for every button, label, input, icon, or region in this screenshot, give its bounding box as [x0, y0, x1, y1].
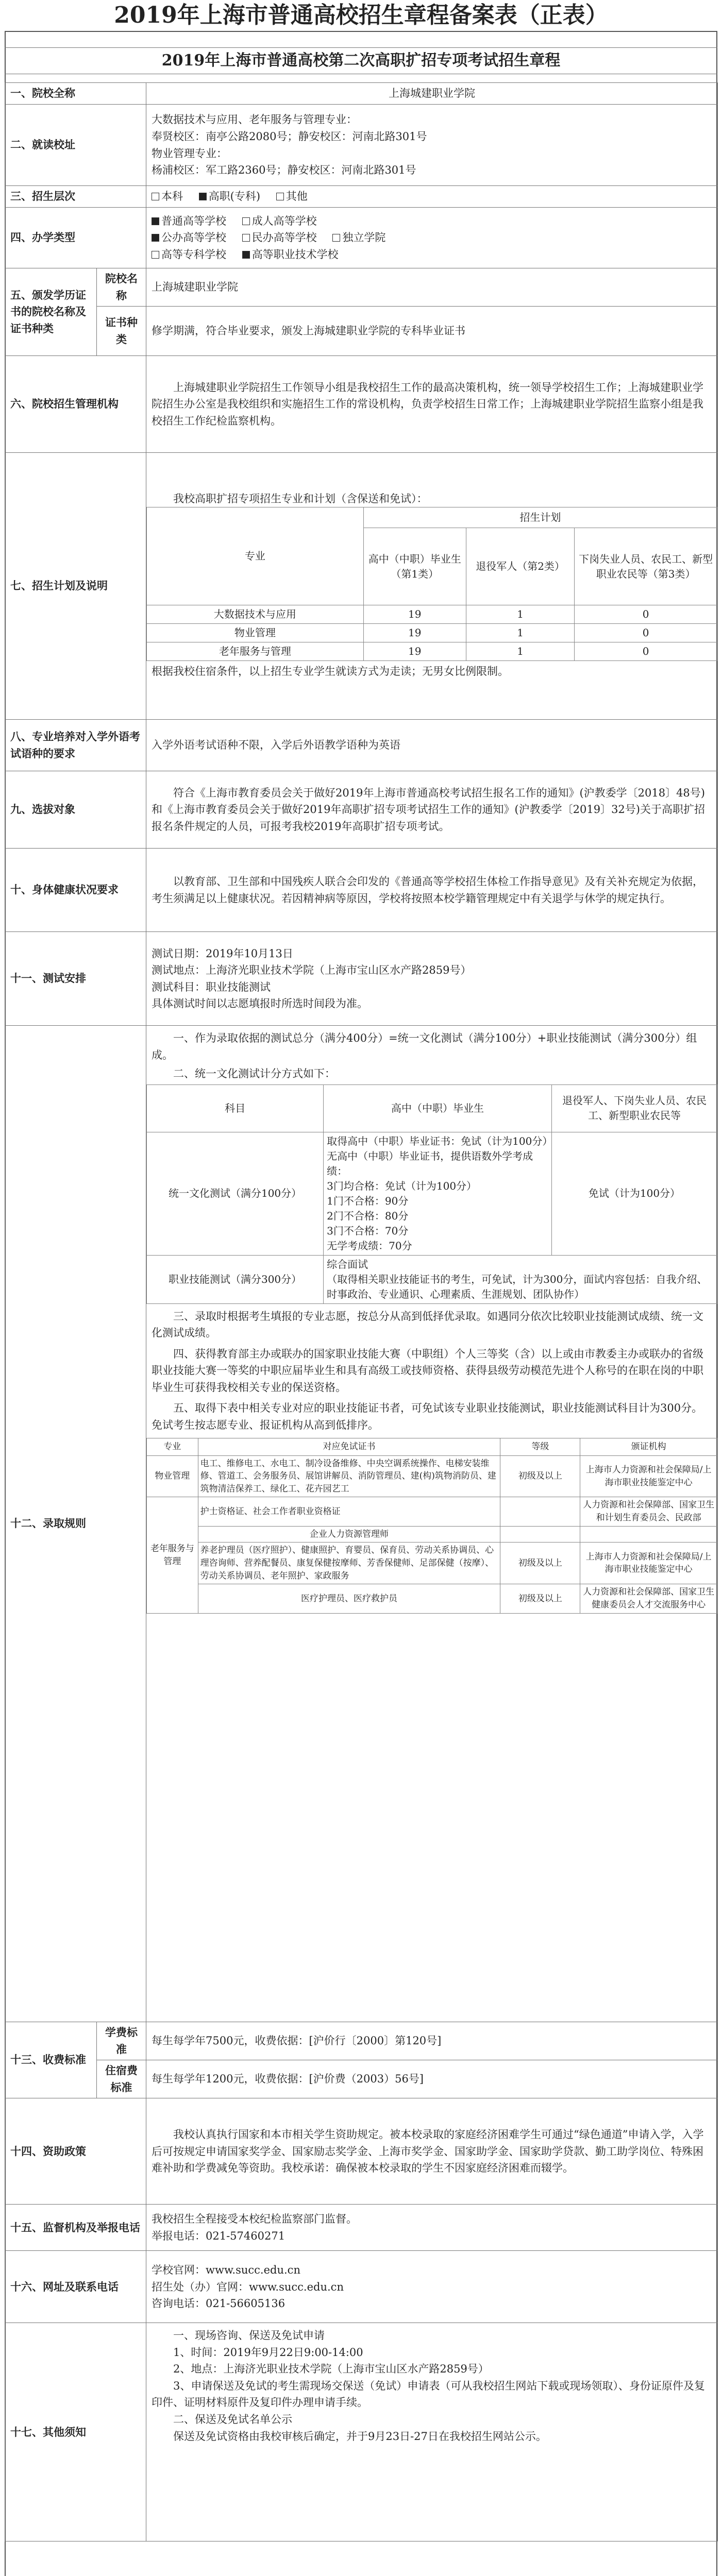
- label-fees: 十三、收费标准: [5, 2022, 97, 2098]
- plan-header-major: 专业: [147, 507, 364, 605]
- charter-table: [5, 82, 718, 2541]
- test-subject: 测试科目：职业技能测试: [152, 980, 271, 993]
- label-issuance: 五、颁发学历证书的院校名称及证书种类: [5, 268, 97, 356]
- value-school-type: [146, 208, 718, 268]
- admission-website-link[interactable]: 招生处（办）官网：www.succ.edu.cn: [152, 2280, 344, 2293]
- rules-p5: 五、取得下表中相关专业对应的职业技能证书者，可免试该专业职业技能测试，职业技能测试科目计为300分。免试考生按志愿专业、报证机构从高到低排序。: [152, 1402, 703, 1432]
- row-language: [5, 720, 718, 771]
- value-rules: [146, 1026, 718, 2022]
- row-school-name: [5, 83, 718, 105]
- label-target: 九、选拔对象: [5, 771, 146, 849]
- plan-table: [146, 507, 717, 661]
- label-other: 十七、其他须知: [5, 2323, 146, 2541]
- checkbox-empty-icon: [242, 234, 250, 242]
- label-enrollment-plan: 七、招生计划及说明: [5, 453, 146, 720]
- value-monitor: 我校招生全程接受本校纪检监察部门监督。 举报电话：021-57460271: [146, 2205, 718, 2251]
- value-school-name: 上海城建职业学院: [146, 83, 718, 105]
- type-row: [152, 229, 712, 246]
- report-phone: 举报电话：021-57460271: [152, 2229, 286, 2242]
- row-contact: [5, 2251, 718, 2323]
- label-tuition: 学费标准: [97, 2022, 146, 2060]
- value-issuance-cert: 修学期满，符合毕业要求，颁发上海城建职业学院的专科毕业证书: [146, 307, 718, 356]
- cert-row: 物业管理 电工、维修电工、水电工、制冷设备维修、中央空调系统操作、电梯安装维修、管道工、会务服务员、展馆讲解员、消防管理员、建(构)筑物消防员、建筑物清洁保养工、绿化工、花卉园艺工 初级及以上 上海市人力资源和社会保障局/上海市职业技能鉴定中心: [147, 1455, 717, 1497]
- label-lodging: 住宿费标准: [97, 2060, 146, 2098]
- label-school-name: 一、院校全称: [5, 83, 146, 105]
- label-aid: 十四、资助政策: [5, 2098, 146, 2205]
- value-language: 入学外语考试语种不限，入学后外语教学语种为英语: [146, 720, 718, 771]
- score-culture-graduates: 取得高中（中职）毕业证书：免试（计为100分） 无高中（中职）毕业证书，提供语数外学考成绩： 3门均合格：免试（计为100分） 1门不合格：90分 2门不合格：80分 3门不合格：70分 无学考成绩：70分: [324, 1132, 552, 1255]
- label-health: 十、身体健康状况要求: [5, 849, 146, 932]
- plan-row: 老年服务与管理 19 1 0: [147, 642, 717, 661]
- rules-p3: 三、录取时根据考生填报的专业志愿，按总分从高到低择优录取。如遇同分依次比较职业技能测试成绩、统一文化测试成绩。: [152, 1310, 703, 1340]
- plan-header-cat1: 高中（中职）毕业生（第1类）: [363, 528, 466, 605]
- checkbox-checked-icon: [152, 234, 159, 242]
- label-issuance-cert: 证书种类: [97, 307, 146, 356]
- address-line: 奉贤校区：南亭公路2080号；静安校区：河南北路301号: [152, 130, 427, 143]
- rules-p2: 二、统一文化测试计分方式如下：: [173, 1067, 335, 1080]
- type-row: [152, 246, 712, 263]
- option-independent-college[interactable]: 独立学院: [332, 231, 385, 244]
- test-note: 具体测试时间以志愿填报时所选时间段为准。: [152, 997, 368, 1010]
- option-vocational-college[interactable]: 高等职业技术学校: [242, 248, 339, 261]
- value-target: 符合《上海市教育委员会关于做好2019年上海市普通高校考试招生报名工作的通知》(沪教委学〔2018〕48号)和《上海市教育委员会关于做好2019年高职扩招专项考试招生工作的通知》(沪教委学〔2019〕32号)关于高职扩招报名条件规定的人员，可报考我校2019年高职扩招专项考试。: [146, 771, 718, 849]
- row-rules: [5, 1026, 718, 2022]
- label-school-type: 四、办学类型: [5, 208, 146, 268]
- row-address: [5, 105, 718, 186]
- plan-header-cat3: 下岗失业人员、农民工、新型职业农民等（第3类）: [575, 528, 717, 605]
- label-admission-office: 六、院校招生管理机构: [5, 356, 146, 453]
- option-public-college[interactable]: 公办高等学校: [152, 231, 226, 244]
- checkbox-checked-icon: [199, 193, 207, 200]
- row-level: [5, 186, 718, 208]
- website-link[interactable]: 学校官网：www.succ.edu.cn: [152, 2263, 300, 2276]
- cert-header-org: 颁证机构: [580, 1438, 717, 1455]
- label-monitor: 十五、监督机构及举报电话: [5, 2205, 146, 2251]
- score-row-culture: [147, 1132, 717, 1255]
- value-aid: 我校认真执行国家和本市相关学生资助规定。被本校录取的家庭经济困难学生可通过“绿色通道”申请入学，入学后可按规定申请国家奖学金、国家励志奖学金、上海市奖学金、国家助学金、国家助学贷款、勤工助学岗位、特殊困难补助和学费减免等资助。我校承诺：确保被本校录取的学生不因家庭经济困难而辍学。: [146, 2098, 718, 2205]
- test-date: 测试日期：2019年10月13日: [152, 947, 293, 960]
- cert-header-major: 专业: [147, 1438, 198, 1455]
- value-address: [146, 105, 718, 186]
- row-monitor: [5, 2205, 718, 2251]
- label-level: 三、招生层次: [5, 186, 146, 208]
- score-header-subject: 科目: [147, 1084, 324, 1132]
- value-test: [146, 932, 718, 1026]
- plan-row: 物业管理 19 1 0: [147, 624, 717, 642]
- score-header-others: 退役军人、下岗失业人员、农民工、新型职业农民等: [551, 1084, 717, 1132]
- label-contact: 十六、网址及联系电话: [5, 2251, 146, 2323]
- cert-row: 医疗护理员、医疗救护员 初级及以上 人力资源和社会保障部、国家卫生健康委员会人才交流服务中心: [147, 1584, 717, 1613]
- consult-phone: 咨询电话：021-56605136: [152, 2297, 286, 2310]
- exemption-cert-table: [146, 1438, 717, 1614]
- address-line: 物业管理专业：: [152, 147, 227, 160]
- score-header-graduates: 高中（中职）毕业生: [324, 1084, 552, 1132]
- row-test: [5, 932, 718, 1026]
- label-test: 十一、测试安排: [5, 932, 146, 1026]
- checkbox-empty-icon: [276, 193, 284, 200]
- address-line: 大数据技术与应用、老年服务与管理专业：: [152, 113, 357, 126]
- plan-row: 大数据技术与应用 19 1 0: [147, 605, 717, 624]
- row-enrollment-plan: [5, 453, 718, 720]
- label-rules: 十二、录取规则: [5, 1026, 146, 2022]
- checkbox-checked-icon: [152, 217, 159, 225]
- test-location: 测试地点：上海济光职业技术学院（上海市宝山区水产路2859号）: [152, 964, 472, 977]
- plan-header-cat2: 退役军人（第2类）: [466, 528, 574, 605]
- plan-note: 根据我校住宿条件，以上招生专业学生就读方式为走读；无男女比例限制。: [152, 665, 509, 678]
- score-skill-subject: 职业技能测试（满分300分）: [147, 1255, 324, 1303]
- checkbox-empty-icon: [152, 251, 159, 259]
- cert-row: 企业人力资源管理师: [147, 1526, 717, 1543]
- checkbox-checked-icon: [242, 251, 250, 259]
- value-level: [146, 186, 718, 208]
- value-other: 一、现场咨询、保送及免试申请 1、时间：2019年9月22日9:00-14:00 2、地点：上海济光职业技术学院（上海市宝山区水产路2859号） 3、申请保送及免试的考生需现场交保送（免试）申请表（可从我校招生网站下载或现场领取）、身份证原件及复印件、证明材料原件及复印件办理申请手续。 二、保送及免试名单公示 保送及免试资格由我校审核后确定，并于9月23日-27日在我校招生网站公示。: [146, 2323, 718, 2541]
- value-tuition: 每生每学年7500元，收费依据：[沪价行〔2000〕第120号]: [146, 2022, 718, 2060]
- row-aid: [5, 2098, 718, 2205]
- cert-header-level: 等级: [500, 1438, 580, 1455]
- value-admission-office: 上海城建职业学院招生工作领导小组是我校招生工作的最高决策机构，统一领导学校招生工作；上海城建职业学院招生办公室是我校组织和实施招生工作的常设机构，负责学校招生日常工作；上海城建职业学院招生监察小组是我校招生工作纪检监察机构。: [146, 356, 718, 453]
- option-junior-college[interactable]: 高等专科学校: [152, 248, 226, 261]
- charter-title: 2019年上海市普通高校第二次高职扩招专项考试招生章程: [5, 47, 717, 74]
- option-undergraduate[interactable]: 本科: [152, 190, 183, 202]
- score-culture-subject: 统一文化测试（满分100分）: [147, 1132, 324, 1255]
- option-other[interactable]: 其他: [276, 190, 308, 202]
- score-culture-others: 免试（计为100分）: [551, 1132, 717, 1255]
- row-health: [5, 849, 718, 932]
- row-issuance-cert: [5, 307, 718, 356]
- score-skill-detail: 综合面试 （取得相关职业技能证书的考生，可免试，计为300分，面试内容包括：自我介绍、时事政治、专业通识、心理素质、生涯规划、团队协作）: [324, 1255, 717, 1303]
- row-other: [5, 2323, 718, 2541]
- row-issuance-school: [5, 268, 718, 307]
- option-private-college[interactable]: 民办高等学校: [242, 231, 317, 244]
- plan-header-quota: 招生计划: [363, 507, 717, 528]
- cert-row: 养老护理员（医疗照护）、健康照护、育婴员、保育员、劳动关系协调员、心理咨询师、营养配餐员、康复保健按摩师、芳香保健师、足部保健（按摩）、劳动关系协调员、老年照护、家政服务 初级及以上 上海市人力资源和社会保障局/上海市职业技能鉴定中心: [147, 1543, 717, 1584]
- row-target: [5, 771, 718, 849]
- row-fee-tuition: [5, 2022, 718, 2060]
- value-health: 以教育部、卫生部和中国残疾人联合会印发的《普通高等学校招生体检工作指导意见》及有关补充规定为依据，考生须满足以上健康状况。若因精神病等原因，学校将按照本校学籍管理规定中有关退学与休学的规定执行。: [146, 849, 718, 932]
- value-contact: [146, 2251, 718, 2323]
- rules-p4: 四、获得教育部主办或联办的国家职业技能大赛（中职组）个人三等奖（含）以上或由市教委主办或联办的省级职业技能大赛一等奖的中职应届毕业生和具有高级工或技师资格、获得县级劳动模范先进个人称号的在职在岗的中职毕业生可获得我校相关专业的保送资格。: [152, 1347, 703, 1394]
- cert-header-cert: 对应免试证书: [198, 1438, 500, 1455]
- type-row: [152, 213, 712, 230]
- plan-intro: 我校高职扩招专项招生专业和计划（含保送和免试）：: [173, 492, 428, 505]
- checkbox-empty-icon: [242, 217, 250, 225]
- label-address: 二、就读校址: [5, 105, 146, 186]
- score-table: [146, 1084, 717, 1304]
- row-admission-office: [5, 356, 718, 453]
- row-fee-lodging: [5, 2060, 718, 2098]
- label-issuance-school: 院校名称: [97, 268, 146, 307]
- cert-row: 老年服务与管理 护士资格证、社会工作者职业资格证 人力资源和社会保障部、国家卫生和计划生育委员会、民政部: [147, 1497, 717, 1526]
- option-adult-college[interactable]: 成人高等学校: [242, 215, 317, 227]
- option-regular-college[interactable]: 普通高等学校: [152, 215, 226, 227]
- address-line: 杨浦校区：军工路2360号；静安校区：河南北路301号: [152, 164, 416, 177]
- label-language: 八、专业培养对入学外语考试语种的要求: [5, 720, 146, 771]
- value-issuance-school: 上海城建职业学院: [146, 268, 718, 307]
- score-row-skill: [147, 1255, 717, 1303]
- checkbox-empty-icon: [332, 234, 340, 242]
- row-school-type: [5, 208, 718, 268]
- value-enrollment-plan: [146, 453, 718, 720]
- value-lodging: 每生每学年1200元，收费依据：[沪价费（2003）56号]: [146, 2060, 718, 2098]
- checkbox-empty-icon: [152, 193, 159, 200]
- option-higher-vocational[interactable]: 高职(专科): [199, 190, 260, 202]
- document-title: 2019年上海市普通高校招生章程备案表（正表）: [114, 2, 608, 28]
- rules-p1: 一、作为录取依据的测试总分（满分400分）=统一文化测试（满分100分）+职业技能测试（满分300分）组成。: [152, 1032, 697, 1061]
